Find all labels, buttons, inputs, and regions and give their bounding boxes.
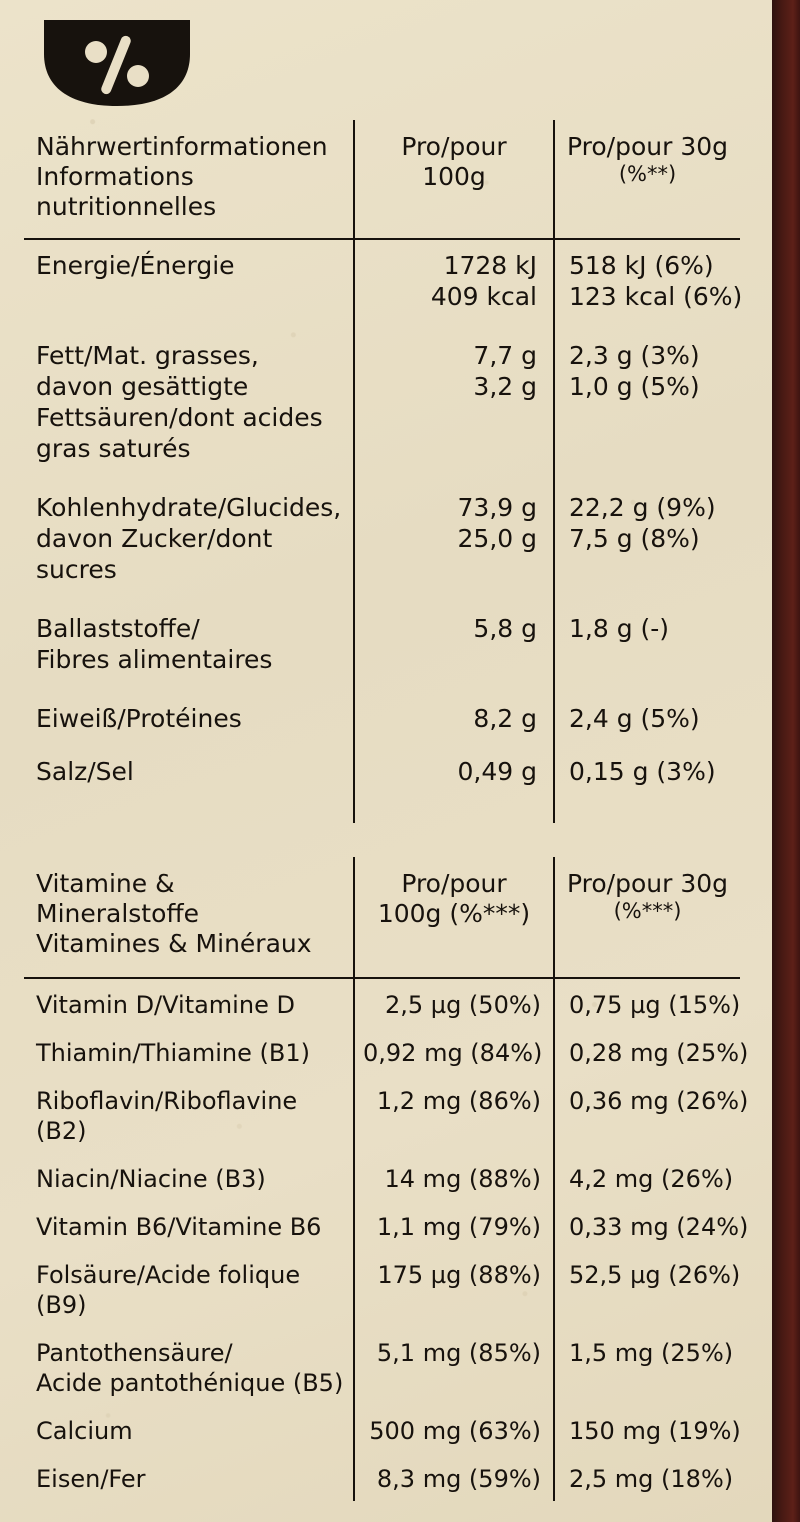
rule-cell-a [354,969,554,978]
row-label-line: Niacin/Niacine (B3) [36,1165,266,1193]
value-line: 1,8 g (-) [569,614,670,643]
spacer-cell [354,468,554,482]
row-label-line: Fibres alimentaires [36,645,273,674]
value-line: 2,3 g (3%) [569,341,700,370]
row-label-line: davon Zucker/dont sucres [36,524,273,584]
row-label-line: Acide pantothénique (B5) [36,1369,344,1397]
spacer-cell [24,316,354,330]
value-line: 7,7 g [473,341,537,370]
vitamin-header-row [24,857,740,969]
row-value-100g: 0,92 mg (84%) [354,1027,554,1075]
row-label-line: Eiweiß/Protéines [36,704,242,733]
value-line: 25,0 g [457,524,537,553]
row-value-30g: 2,5 mg (18%) [569,1465,734,1493]
row-value-100g: 1,1 mg (79%) [354,1201,554,1249]
row-value-30g: 0,28 mg (25%) [569,1039,749,1067]
table-row [24,1153,740,1201]
spacer-cell [554,316,740,330]
row-label-line: Calcium [36,1417,133,1445]
table-row [24,239,740,316]
row-value-100g: 5,1 mg (85%) [354,1327,554,1405]
nutrition-header-row [24,120,740,232]
row-value-100g: 8,3 mg (59%) [354,1453,554,1501]
value-line: 2,4 g (5%) [569,704,700,733]
nutrition-header-rule [24,232,740,239]
header-label-line3: nutritionnelles [36,192,217,221]
value-line: 3,2 g [473,372,537,401]
value-line: 8,2 g [473,704,537,733]
row-label-line: Eisen/Fer [36,1465,146,1493]
table-row [24,603,740,679]
nutrition-table [24,120,743,823]
nutrition-bottom-spacer [24,791,740,823]
row-label [24,746,354,791]
row-label [24,1405,354,1453]
vitamin-table [24,857,749,1501]
row-value-30g [554,746,740,791]
rule-cell-a [354,232,554,239]
spacer-cell [24,738,354,746]
spacer-cell [354,589,554,603]
row-value-100g [354,603,554,679]
percent-bowl-icon [38,14,196,110]
row-label [24,603,354,679]
row-value-100g: 14 mg (88%) [354,1153,554,1201]
spacer-cell [354,738,554,746]
header-label-line1: Nährwertinformationen [36,132,328,161]
row-value-100g [354,330,554,468]
table-row [24,330,740,468]
spacer-cell [24,791,354,823]
spacer-cell [554,589,740,603]
row-label-line: Vitamin D/Vitamine D [36,991,295,1019]
row-label [24,239,354,316]
row-value-100g [354,693,554,738]
value-line: 409 kcal [430,282,537,311]
row-label-line: davon gesättigte [36,372,249,401]
row-label-line: Fettsäuren/dont acides [36,403,323,432]
row-label-line: Ballaststoffe/ [36,614,200,643]
value-line: 73,9 g [457,493,537,522]
table-row [24,1453,740,1501]
spacer-cell [24,589,354,603]
spacer-cell [554,468,740,482]
table-row [24,1249,740,1327]
row-label-line: Vitamin B6/Vitamine B6 [36,1213,322,1241]
spacer-cell [354,791,554,823]
value-line: 123 kcal (6%) [569,282,743,311]
row-value-30g: 4,2 mg (26%) [569,1165,734,1193]
row-label [24,330,354,468]
header-col1-line1: Pro/pour [401,132,507,161]
row-value-30g [554,330,740,468]
value-line: 22,2 g (9%) [569,493,716,522]
header-col1-line2: 100g (%***) [377,899,531,928]
table-row [24,482,740,589]
row-label-line: Salz/Sel [36,757,134,786]
row-value-30g: 0,75 µg (15%) [569,991,741,1019]
header-label-line2: Informations [36,162,194,191]
row-label [24,978,354,1027]
row-value-100g: 1,2 mg (86%) [354,1075,554,1153]
row-label [24,1153,354,1201]
nutrition-header-col2 [554,120,740,232]
tables-container [24,120,748,1501]
row-value-30g: 150 mg (19%) [569,1417,741,1445]
row-value-30g [554,239,743,316]
row-label-line: Riboflavin/Riboflavine (B2) [36,1087,298,1145]
table-row [24,1027,740,1075]
row-label [24,1327,354,1405]
spacer-cell [554,738,740,746]
row-value-30g: 1,5 mg (25%) [569,1339,734,1367]
vitamin-header-col2 [554,857,740,969]
row-label-line: Energie/Énergie [36,251,235,280]
rule-cell-label [24,969,354,978]
value-line: 7,5 g (8%) [569,524,700,553]
value-line: 1728 kJ [443,251,537,280]
row-value-30g [554,482,740,589]
row-label-line: Folsäure/Acide folique (B9) [36,1261,301,1319]
header-col1-line1: Pro/pour [401,869,507,898]
spacer-cell [24,468,354,482]
row-label-line: gras saturés [36,434,191,463]
row-value-100g: 2,5 µg (50%) [354,978,554,1027]
header-col2-line1: Pro/pour 30g [567,132,728,161]
spacer-cell [354,679,554,693]
spacer-cell [554,791,740,823]
row-value-100g [354,746,554,791]
row-value-30g: 52,5 µg (26%) [569,1261,741,1289]
header-label-line1: Vitamine & Mineralstoffe [36,869,200,928]
table-row [24,978,740,1027]
row-spacer [24,468,740,482]
nutrition-header-label [24,120,354,232]
row-value-30g [554,693,740,738]
value-line: 1,0 g (5%) [569,372,700,401]
table-row [24,693,740,738]
table-divider-gap [24,823,748,857]
header-col2-line1: Pro/pour 30g [567,869,728,898]
value-line: 518 kJ (6%) [569,251,714,280]
row-label [24,693,354,738]
row-value-30g: 0,33 mg (24%) [569,1213,749,1241]
value-line: 0,15 g (3%) [569,757,716,786]
row-value-30g [554,603,740,679]
spacer-cell [354,316,554,330]
row-value-100g: 175 µg (88%) [354,1249,554,1327]
vitamin-header-col1 [354,857,554,969]
package-edge-strip [772,0,800,1522]
row-label [24,1201,354,1249]
table-row [24,1075,740,1153]
vitamin-header-rule [24,969,740,978]
nutrition-header-col1 [354,120,554,232]
row-label-line: Thiamin/Thiamine (B1) [36,1039,310,1067]
row-spacer [24,316,740,330]
rule-cell-b [554,232,740,239]
table-row [24,1201,740,1249]
row-spacer [24,738,740,746]
rule-cell-b [554,969,740,978]
row-spacer [24,589,740,603]
table-row [24,1405,740,1453]
spacer-cell [554,679,740,693]
vitamin-header-label [24,857,354,969]
value-line: 5,8 g [473,614,537,643]
row-value-100g [354,482,554,589]
table-row [24,1327,740,1405]
header-col2-line2: (%**) [618,162,677,186]
rule-cell-label [24,232,354,239]
row-value-30g: 0,36 mg (26%) [569,1087,749,1115]
row-value-100g [354,239,554,316]
spacer-cell [24,679,354,693]
row-label-line: Pantothensäure/ [36,1339,233,1367]
row-label [24,1027,354,1075]
value-line: 0,49 g [457,757,537,786]
row-label [24,482,354,589]
row-label [24,1249,354,1327]
row-label [24,1453,354,1501]
row-value-100g: 500 mg (63%) [354,1405,554,1453]
row-spacer [24,679,740,693]
header-col1-line2: 100g [422,162,486,191]
header-label-line2: Vitamines & Minéraux [36,929,312,958]
row-label-line: Fett/Mat. grasses, [36,341,259,370]
table-row [24,746,740,791]
header-col2-line2: (%***) [613,899,682,923]
row-label [24,1075,354,1153]
row-label-line: Kohlenhydrate/Glucides, [36,493,342,522]
